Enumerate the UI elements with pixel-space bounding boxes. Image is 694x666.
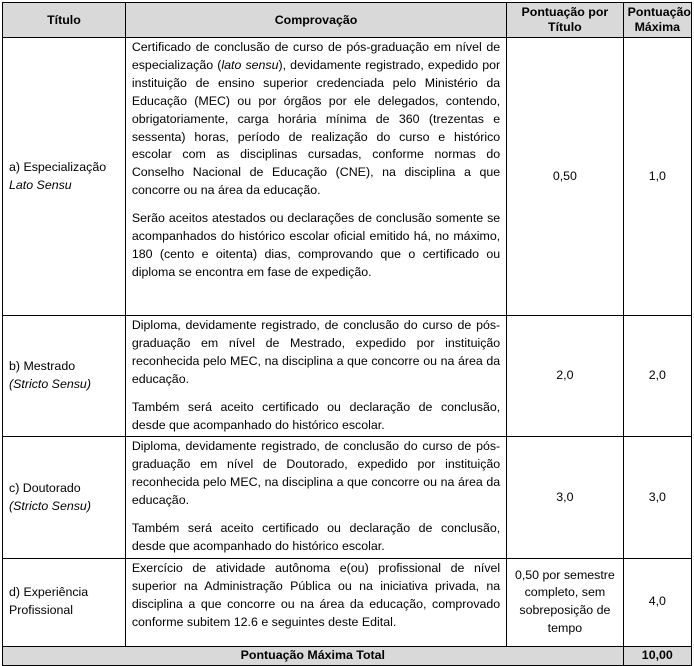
row-maxima: 2,0 xyxy=(623,316,691,437)
proof-paragraph: Também será aceito certificado ou declaração de conclusão, desde que acompanhado do histórico escolar. xyxy=(131,399,501,432)
table-row xyxy=(3,558,692,646)
table-row xyxy=(3,38,692,316)
title-subline: Lato Sensu xyxy=(9,177,72,192)
row-title xyxy=(3,38,126,316)
title-line: a) Especialização xyxy=(9,159,107,174)
title-subline: (Stricto Sensu) xyxy=(9,377,91,392)
total-value: 10,00 xyxy=(623,646,691,665)
row-proof xyxy=(125,558,506,646)
title-line: d) Experiência xyxy=(9,585,89,600)
row-title xyxy=(3,437,126,558)
row-title xyxy=(3,558,126,646)
total-label: Pontuação Máxima Total xyxy=(3,646,624,665)
title-line: b) Mestrado xyxy=(9,359,76,374)
row-pontuacao: 2,0 xyxy=(507,316,623,437)
proof-paragraph: Exercício de atividade autônoma e(ou) profissional de nível superior na Administração Pública ou na iniciativa privada, na disciplina a que concorre ou na área da educação, comprovado conforme subitem 12.6 e seguintes deste Edital. xyxy=(131,560,501,629)
header-pontuacao-maxima: Pontuação Máxima xyxy=(623,3,691,38)
proof-paragraph: Certificado de conclusão de curso de pós-graduação em nível de especialização (lato sensu), devidamente registrado, expedido por instituição de ensino superior credenciada pelo Ministério da Educação (MEC) ou por órgãos por ele delegados, contendo, obrigatoriamente, carga horária mínima de 360 (trezentas e sessenta) horas, período de realização do curso e histórico escolar com as disciplinas cursadas, conforme normas do Conselho Nacional de Educação (CNE), na disciplina a que concorre ou na área da educação. xyxy=(131,40,501,198)
row-title xyxy=(3,316,126,437)
proof-emphasis: lato sensu xyxy=(221,57,279,72)
title-line: c) Doutorado xyxy=(9,480,81,495)
table-row xyxy=(3,437,692,558)
title-subline: (Stricto Sensu) xyxy=(9,498,91,513)
row-pontuacao: 0,50 por semestre completo, sem sobreposição de tempo xyxy=(507,558,623,646)
proof-paragraph: Diploma, devidamente registrado, de conclusão do curso de pós-graduação em nível de Mestrado, expedido por instituição reconhecida pelo MEC, na disciplina a que concorre ou na área da educação. xyxy=(131,318,501,386)
proof-paragraph: Serão aceitos atestados ou declarações de conclusão somente se acompanhados do histórico escolar oficial emitido há, no máximo, 180 (cento e oitenta) dias, comprovando que o certificado ou diploma se encontra em fase de expedição. xyxy=(131,211,501,279)
title-subline: Profissional xyxy=(9,603,74,618)
header-comprovacao: Comprovação xyxy=(125,3,506,38)
table-row xyxy=(3,316,692,437)
proof-paragraph: Diploma, devidamente registrado, de conclusão do curso de pós-graduação em nível de Doutorado, expedido por instituição reconhecida pelo MEC, na disciplina a que concorre ou na área da educação. xyxy=(131,439,501,508)
row-pontuacao: 3,0 xyxy=(507,437,623,558)
scoring-table xyxy=(2,2,692,666)
row-proof xyxy=(125,437,506,558)
header-row xyxy=(3,3,692,38)
row-proof xyxy=(125,316,506,437)
row-proof xyxy=(125,38,506,316)
row-pontuacao: 0,50 xyxy=(507,38,623,316)
row-maxima: 1,0 xyxy=(623,38,691,316)
row-maxima: 4,0 xyxy=(623,558,691,646)
proof-paragraph: Também será aceito certificado ou declaração de conclusão, desde que acompanhado do histórico escolar. xyxy=(131,521,501,553)
header-pontuacao-titulo: Pontuação por Título xyxy=(507,3,623,38)
total-row xyxy=(3,646,692,665)
row-maxima: 3,0 xyxy=(623,437,691,558)
header-titulo: Título xyxy=(3,3,126,38)
